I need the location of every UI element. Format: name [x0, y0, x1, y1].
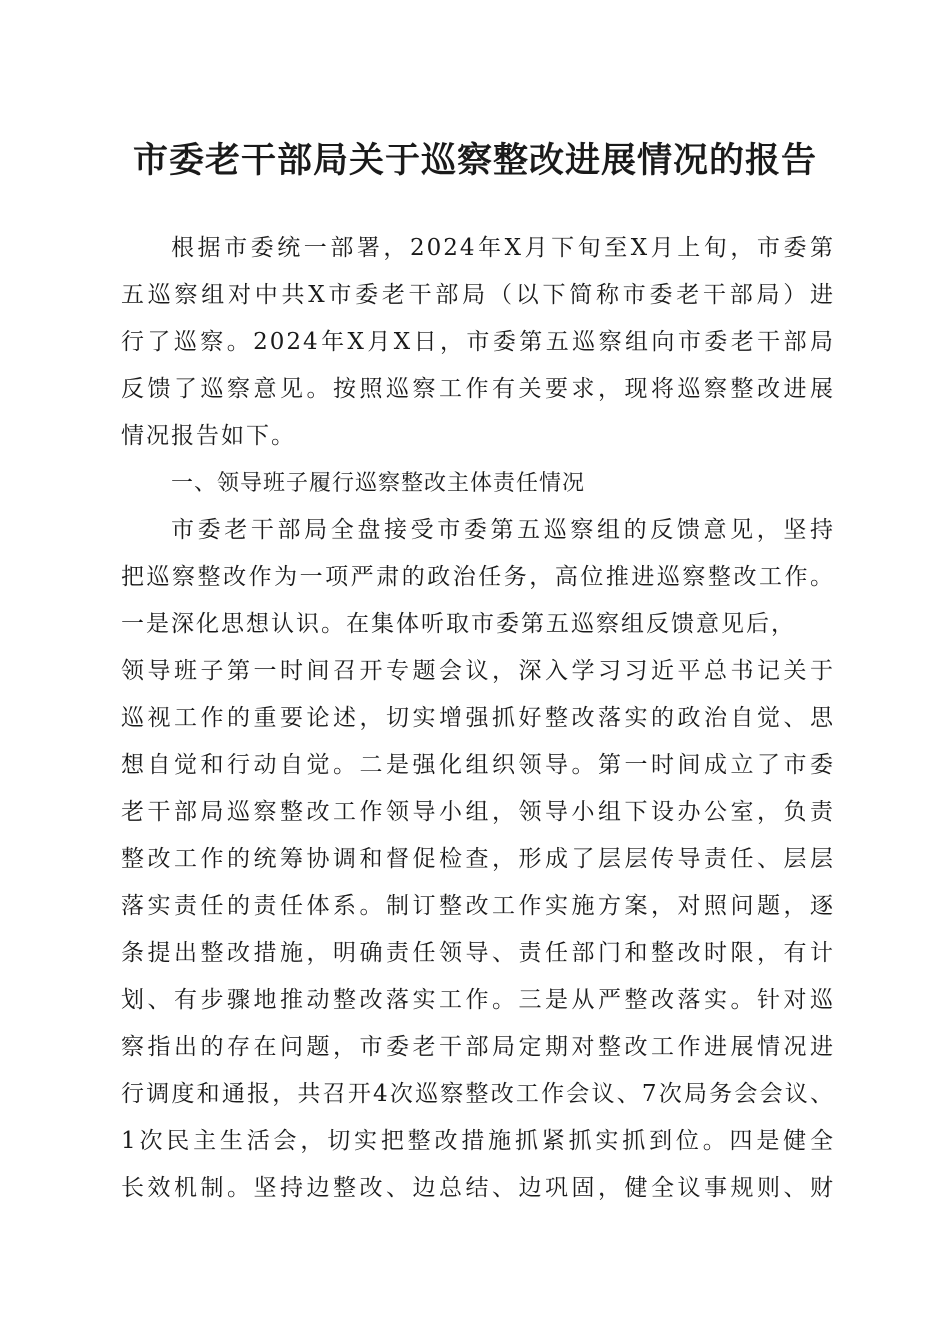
paragraph-line: 条提出整改措施，明确责任领导、责任部门和整改时限，有计	[121, 940, 835, 966]
paragraph-line: 领导班子第一时间召开专题会议，深入学习习近平总书记关于	[121, 658, 835, 684]
paragraph-line: 察指出的存在问题，市委老干部局定期对整改工作进展情况进	[121, 1034, 835, 1060]
paragraph-line: 1次民主生活会，切实把整改措施抓紧抓实抓到位。四是健全	[121, 1128, 835, 1154]
document-body	[121, 225, 835, 1212]
paragraph-line: 情况报告如下。	[121, 423, 296, 449]
paragraph-line: 行了巡察。2024年X月X日，市委第五巡察组向市委老干部局	[121, 329, 835, 355]
paragraph-line: 根据市委统一部署，2024年X月下旬至X月上旬，市委第	[171, 235, 835, 261]
paragraph-line: 落实责任的责任体系。制订整改工作实施方案，对照问题，逐	[121, 893, 835, 919]
paragraph-line: 整改工作的统筹协调和督促检查，形成了层层传导责任、层层	[121, 846, 835, 872]
paragraph-line: 市委老干部局全盘接受市委第五巡察组的反馈意见，坚持	[171, 517, 835, 543]
paragraph-line: 一是深化思想认识。在集体听取市委第五巡察组反馈意见后，	[121, 611, 796, 637]
section-heading: 一、领导班子履行巡察整改主体责任情况	[171, 471, 586, 496]
paragraph-line: 五巡察组对中共X市委老干部局（以下简称市委老干部局）进	[121, 282, 835, 308]
paragraph-line: 行调度和通报，共召开4次巡察整改工作会议、7次局务会会议、	[121, 1081, 835, 1107]
paragraph-line: 长效机制。坚持边整改、边总结、边巩固，健全议事规则、财	[121, 1175, 835, 1201]
paragraph-line: 老干部局巡察整改工作领导小组，领导小组下设办公室，负责	[121, 799, 835, 825]
paragraph-line: 划、有步骤地推动整改落实工作。三是从严整改落实。针对巡	[121, 987, 835, 1013]
paragraph-line: 反馈了巡察意见。按照巡察工作有关要求，现将巡察整改进展	[121, 376, 835, 402]
paragraph-line: 巡视工作的重要论述，切实增强抓好整改落实的政治自觉、思	[121, 705, 835, 731]
document-title: 市委老干部局关于巡察整改进展情况的报告	[132, 140, 817, 181]
paragraph-line: 把巡察整改作为一项严肃的政治任务，高位推进巡察整改工作。	[121, 564, 835, 590]
paragraph-line: 想自觉和行动自觉。二是强化组织领导。第一时间成立了市委	[121, 752, 835, 778]
